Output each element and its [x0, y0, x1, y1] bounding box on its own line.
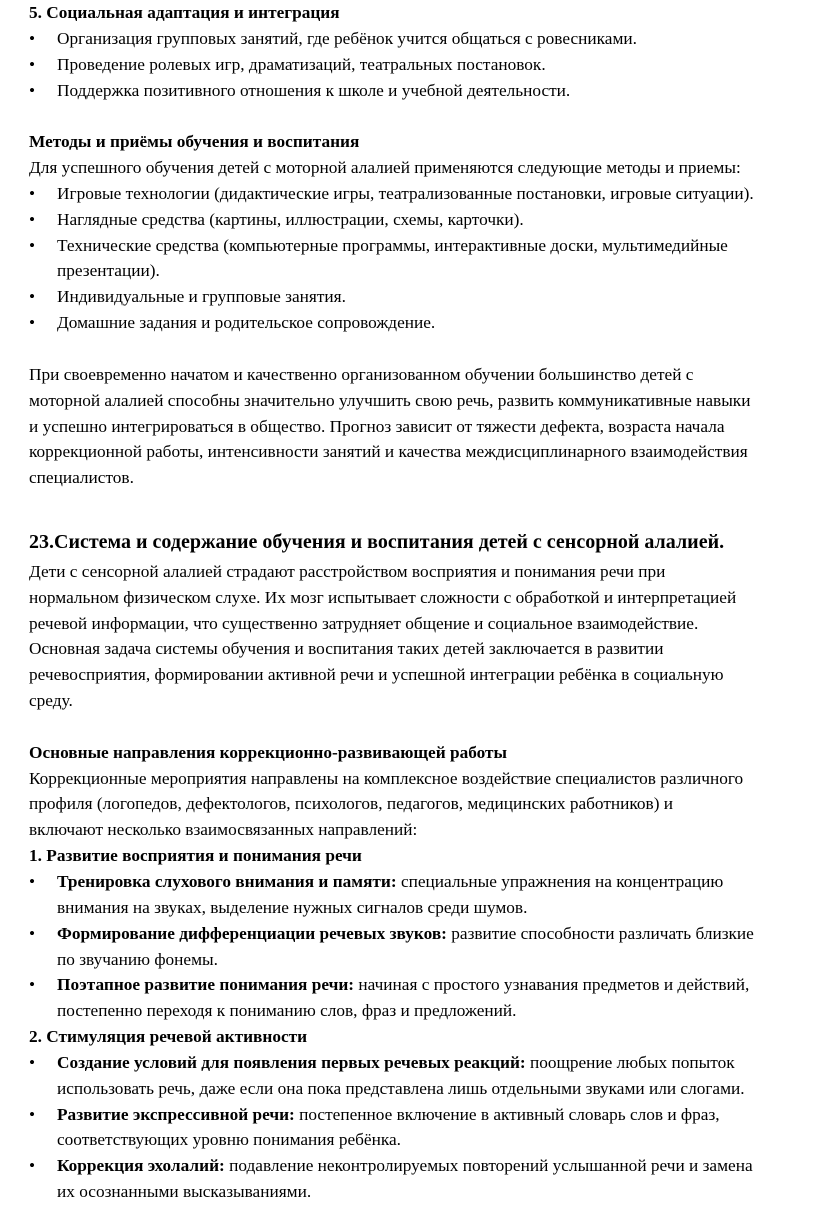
paragraph-line: Основная задача системы обучения и воспитания таких детей заключается в развитии	[29, 639, 664, 659]
list-item-line	[29, 181, 816, 207]
list-item	[29, 78, 816, 104]
paragraph-line: и успешно интегрироваться в общество. Прогноз зависит от тяжести дефекта, возраста начала	[29, 416, 725, 436]
list-item	[29, 921, 816, 973]
list-item	[29, 181, 816, 207]
paragraph	[29, 155, 816, 181]
list-item	[29, 284, 816, 310]
list-item	[29, 310, 816, 336]
paragraph-line: При своевременно начатом и качественно организованном обучении большинство детей с	[29, 364, 694, 384]
list-item-text: начиная с простого узнавания предметов и действий,	[354, 975, 750, 995]
paragraph-line: Коррекционные мероприятия направлены на комплексное воздействие специалистов различного	[29, 768, 744, 788]
list-item	[29, 26, 816, 52]
paragraph-line: среду.	[29, 691, 73, 711]
paragraph-line: специалистов.	[29, 468, 134, 488]
list-item-line	[29, 258, 816, 284]
list-item-line	[29, 1102, 816, 1128]
list-item-line	[29, 998, 816, 1024]
blank-line	[29, 103, 816, 129]
list-item-text: Наглядные средства (картины, иллюстрации, схемы, карточки).	[57, 209, 524, 229]
paragraph-line: коррекционной работы, интенсивности занятий и качества междисциплинарного взаимодействия	[29, 442, 748, 462]
list-item	[29, 233, 816, 285]
list-item-text: постепенно переходя к пониманию слов, фраз и предложений.	[57, 1001, 517, 1021]
list-item-term: Тренировка слухового внимания и памяти:	[57, 872, 397, 891]
list-item-text: презентации).	[57, 261, 160, 281]
list-item	[29, 52, 816, 78]
blank-line	[29, 491, 816, 517]
list-item-text: Технические средства (компьютерные программы, интерактивные доски, мультимедийные	[57, 235, 728, 255]
section-heading: Методы и приёмы обучения и воспитания	[29, 132, 360, 152]
list-item-line	[29, 207, 816, 233]
paragraph-line: моторной алалией способны значительно улучшить свою речь, развить коммуникативные навыки	[29, 390, 751, 410]
list-item-line	[29, 947, 816, 973]
list-item-line	[29, 1050, 816, 1076]
list-item	[29, 1153, 816, 1205]
paragraph-line: включают несколько взаимосвязанных направлений:	[29, 820, 418, 840]
list-item-line	[29, 233, 816, 259]
list-item-line	[29, 1076, 816, 1102]
list-item-text: постепенное включение в активный словарь слов и фраз,	[294, 1104, 720, 1124]
section-heading: 2. Стимуляция речевой активности	[29, 1027, 308, 1047]
paragraph	[29, 559, 816, 714]
list-item-text: поощрение любых попыток	[525, 1052, 735, 1072]
list-item-term: Развитие экспрессивной речи:	[57, 1104, 295, 1124]
section-heading: 5. Социальная адаптация и интеграция	[29, 3, 340, 22]
bullet-icon: •	[29, 975, 36, 995]
bullet-icon: •	[29, 1104, 36, 1124]
paragraph-line: Для успешного обучения детей с моторной алалией применяются следующие методы и приемы:	[29, 158, 741, 178]
chapter-title: 23.Система и содержание обучения и воспитания детей с сенсорной алалией.	[29, 530, 725, 553]
list-item-term: Поэтапное развитие понимания речи:	[57, 975, 355, 995]
list-item-text: Проведение ролевых игр, драматизаций, театральных постановок.	[57, 54, 546, 74]
paragraph-line: нормальном физическом слухе. Их мозг испытывает сложности с обработкой и интерпретацией	[29, 587, 737, 607]
section-heading: 1. Развитие восприятия и понимания речи	[29, 846, 362, 866]
bullet-icon: •	[29, 28, 36, 48]
list-item-line	[29, 869, 816, 895]
bullet-icon: •	[29, 1052, 36, 1072]
bullet-icon: •	[29, 1156, 36, 1176]
list-item-text: соответствующих уровню понимания ребёнка.	[57, 1130, 401, 1150]
bullet-icon: •	[29, 54, 36, 74]
paragraph-line: речевой информации, что существенно затрудняет общение и социальное взаимодействие.	[29, 613, 699, 633]
paragraph-line: Дети с сенсорной алалией страдают расстройством восприятия и понимания речи при	[29, 561, 666, 581]
paragraph	[29, 362, 816, 491]
list-item-line	[29, 921, 816, 947]
bullet-icon: •	[29, 872, 36, 891]
list-item-term: Формирование дифференциации речевых звуков:	[57, 923, 447, 943]
list-item-text: их осознанными высказываниями.	[57, 1182, 312, 1202]
list-item-line	[29, 895, 816, 921]
bullet-icon: •	[29, 313, 36, 333]
blank-line	[29, 336, 816, 362]
document-page	[29, 0, 816, 1205]
list-item-line	[29, 52, 816, 78]
list-item	[29, 972, 816, 1024]
section-heading: Основные направления коррекционно-развивающей работы	[29, 742, 508, 762]
list-item-text: Домашние задания и родительское сопровождение.	[57, 313, 436, 333]
paragraph-line: профиля (логопедов, дефектологов, психологов, педагогов, медицинских работников) и	[29, 794, 674, 814]
list-item-text: развитие способности различать близкие	[446, 923, 754, 943]
list-item-text: Организация групповых занятий, где ребёнок учится общаться с ровесниками.	[57, 28, 637, 48]
paragraph	[29, 766, 816, 844]
list-item-term: Коррекция эхолалий:	[57, 1156, 225, 1176]
list-item-line	[29, 310, 816, 336]
list-item-line	[29, 78, 816, 104]
list-item-line	[29, 26, 816, 52]
list-item	[29, 207, 816, 233]
bullet-icon: •	[29, 80, 36, 100]
list-item-line	[29, 972, 816, 998]
blank-line	[29, 714, 816, 740]
list-item-text: специальные упражнения на концентрацию	[396, 872, 724, 891]
list-item-line	[29, 284, 816, 310]
bullet-icon: •	[29, 923, 36, 943]
list-item-line	[29, 1127, 816, 1153]
bullet-icon: •	[29, 183, 36, 203]
list-item-text: подавление неконтролируемых повторений услышанной речи и замена	[224, 1156, 753, 1176]
list-item-text: Индивидуальные и групповые занятия.	[57, 287, 346, 307]
list-item-text: использовать речь, даже если она пока представлена лишь отдельными звуками или слогами.	[57, 1078, 745, 1098]
list-item-term: Создание условий для появления первых речевых реакций:	[57, 1052, 526, 1072]
list-item	[29, 1050, 816, 1102]
list-item-text: Игровые технологии (дидактические игры, театрализованные постановки, игровые ситуации).	[57, 183, 754, 203]
bullet-icon: •	[29, 235, 36, 255]
list-item-line	[29, 1179, 816, 1205]
bullet-icon: •	[29, 209, 36, 229]
list-item-text: по звучанию фонемы.	[57, 949, 218, 969]
list-item-line	[29, 1153, 816, 1179]
bullet-icon: •	[29, 287, 36, 307]
list-item-text: Поддержка позитивного отношения к школе и учебной деятельности.	[57, 80, 571, 100]
list-item	[29, 1102, 816, 1154]
paragraph-line: речевосприятия, формировании активной речи и успешной интеграции ребёнка в социальную	[29, 665, 724, 685]
list-item	[29, 869, 816, 921]
list-item-text: внимания на звуках, выделение нужных сигналов среди шумов.	[57, 897, 528, 917]
